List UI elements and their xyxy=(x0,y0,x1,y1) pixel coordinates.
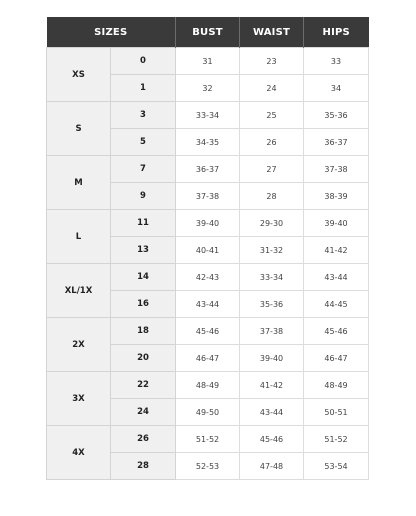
size-number: 16 xyxy=(111,291,176,318)
bust-value: 37-38 xyxy=(176,183,240,210)
bust-value: 40-41 xyxy=(176,237,240,264)
hips-value: 36-37 xyxy=(304,129,369,156)
table-row xyxy=(47,372,369,399)
size-label: 4X xyxy=(47,426,111,480)
hips-value: 45-46 xyxy=(304,318,369,345)
hips-value: 43-44 xyxy=(304,264,369,291)
header-waist: WAIST xyxy=(240,17,304,48)
bust-value: 52-53 xyxy=(176,453,240,480)
hips-value: 39-40 xyxy=(304,210,369,237)
waist-value: 31-32 xyxy=(240,237,304,264)
bust-value: 42-43 xyxy=(176,264,240,291)
waist-value: 29-30 xyxy=(240,210,304,237)
size-number: 3 xyxy=(111,102,176,129)
size-number: 11 xyxy=(111,210,176,237)
waist-value: 27 xyxy=(240,156,304,183)
table-row xyxy=(47,210,369,237)
bust-value: 34-35 xyxy=(176,129,240,156)
hips-value: 38-39 xyxy=(304,183,369,210)
waist-value: 26 xyxy=(240,129,304,156)
table-row xyxy=(47,48,369,75)
table-row xyxy=(47,156,369,183)
hips-value: 41-42 xyxy=(304,237,369,264)
size-label: M xyxy=(47,156,111,210)
table-row xyxy=(47,318,369,345)
size-label: L xyxy=(47,210,111,264)
waist-value: 35-36 xyxy=(240,291,304,318)
size-number: 26 xyxy=(111,426,176,453)
waist-value: 25 xyxy=(240,102,304,129)
bust-value: 49-50 xyxy=(176,399,240,426)
size-number: 22 xyxy=(111,372,176,399)
hips-value: 48-49 xyxy=(304,372,369,399)
header-hips: HIPS xyxy=(304,17,369,48)
bust-value: 43-44 xyxy=(176,291,240,318)
table-row xyxy=(47,102,369,129)
bust-value: 46-47 xyxy=(176,345,240,372)
size-label: 2X xyxy=(47,318,111,372)
bust-value: 39-40 xyxy=(176,210,240,237)
waist-value: 47-48 xyxy=(240,453,304,480)
bust-value: 45-46 xyxy=(176,318,240,345)
hips-value: 37-38 xyxy=(304,156,369,183)
table-row xyxy=(47,264,369,291)
size-label: XS xyxy=(47,48,111,102)
waist-value: 37-38 xyxy=(240,318,304,345)
waist-value: 39-40 xyxy=(240,345,304,372)
bust-value: 36-37 xyxy=(176,156,240,183)
header-bust: BUST xyxy=(176,17,240,48)
hips-value: 33 xyxy=(304,48,369,75)
waist-value: 45-46 xyxy=(240,426,304,453)
size-chart-table xyxy=(46,17,369,480)
size-number: 28 xyxy=(111,453,176,480)
size-number: 5 xyxy=(111,129,176,156)
bust-value: 51-52 xyxy=(176,426,240,453)
hips-value: 50-51 xyxy=(304,399,369,426)
bust-value: 32 xyxy=(176,75,240,102)
size-number: 0 xyxy=(111,48,176,75)
bust-value: 33-34 xyxy=(176,102,240,129)
hips-value: 44-45 xyxy=(304,291,369,318)
waist-value: 43-44 xyxy=(240,399,304,426)
hips-value: 53-54 xyxy=(304,453,369,480)
bust-value: 31 xyxy=(176,48,240,75)
header-sizes: SIZES xyxy=(47,17,176,48)
size-label: S xyxy=(47,102,111,156)
size-number: 20 xyxy=(111,345,176,372)
waist-value: 23 xyxy=(240,48,304,75)
size-label: XL/1X xyxy=(47,264,111,318)
waist-value: 41-42 xyxy=(240,372,304,399)
table-row xyxy=(47,426,369,453)
hips-value: 34 xyxy=(304,75,369,102)
size-number: 24 xyxy=(111,399,176,426)
size-number: 18 xyxy=(111,318,176,345)
hips-value: 51-52 xyxy=(304,426,369,453)
size-number: 9 xyxy=(111,183,176,210)
waist-value: 33-34 xyxy=(240,264,304,291)
hips-value: 35-36 xyxy=(304,102,369,129)
size-number: 1 xyxy=(111,75,176,102)
header-row xyxy=(47,17,369,48)
bust-value: 48-49 xyxy=(176,372,240,399)
hips-value: 46-47 xyxy=(304,345,369,372)
size-number: 13 xyxy=(111,237,176,264)
size-label: 3X xyxy=(47,372,111,426)
waist-value: 28 xyxy=(240,183,304,210)
waist-value: 24 xyxy=(240,75,304,102)
size-number: 14 xyxy=(111,264,176,291)
size-number: 7 xyxy=(111,156,176,183)
